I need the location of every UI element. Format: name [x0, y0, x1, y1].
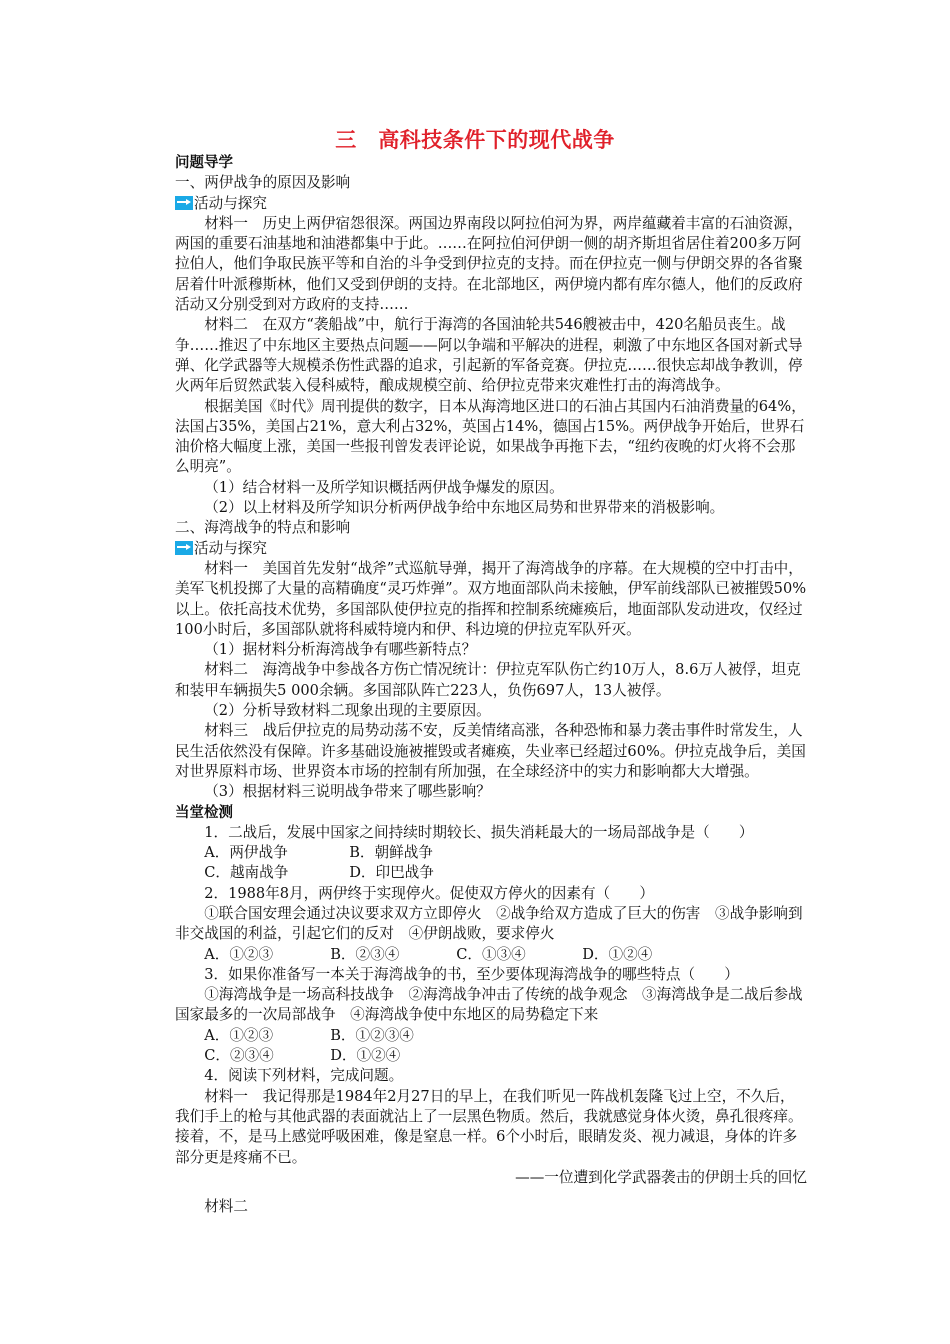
document-body — [175, 153, 807, 1217]
material-1-3: 根据美国《时代》周刊提供的数字，日本从海湾地区进口的石油占其国内石油消费量的64%，法国占35%，美国占21%，意大利占32%，英国占14%，德国占15%。两伊战争开始后，世界石油价格大幅度上涨，美国一些报刊曾发表评论说，如果战争再拖下去，“纽约夜晚的灯火将不会那么明亮”。 — [175, 397, 806, 476]
option-b: B．②③④ — [330, 945, 400, 963]
test-question-3-options-row-1 — [175, 1026, 807, 1046]
activity-label-2 — [175, 539, 807, 559]
material-source: ——一位遭到化学武器袭击的伊朗士兵的回忆 — [515, 1168, 807, 1186]
material-2-2: 材料二 海湾战争中参战各方伤亡情况统计：伊拉克军队伤亡约10万人，8.6万人被俘，坦克和装甲车辆损失5 000余辆。多国部队阵亡223人，负伤697人，13人被俘。 — [175, 661, 801, 699]
test-question-1: 1．二战后，发展中国家之间持续时期较长、损失消耗最大的一场局部战争是（ ） — [204, 823, 754, 841]
question-2-3: （3）根据材料三说明战争带来了哪些影响？ — [204, 783, 491, 801]
test-question-3-options-row-2 — [175, 1046, 807, 1066]
section-2-heading: 二、海湾战争的特点和影响 — [175, 519, 351, 537]
question-1-1: （1）结合材料一及所学知识概括两伊战争爆发的原因。 — [204, 478, 564, 496]
test-question-3-items: ①海湾战争是一场高科技战争 ②海湾战争冲击了传统的战争观念 ③海湾战争是二战后参战国家最多的一次局部战争 ④海湾战争使中东地区的局势稳定下来 — [175, 986, 803, 1024]
test-question-1-options-row-1 — [175, 843, 807, 863]
material-1-2: 材料二 在双方“袭船战”中，航行于海湾的各国油轮共546艘被击中，420名船员丧生。战争……推迟了中东地区主要热点问题——阿以争端和平解决的进程，刺激了中东地区各国对新式导弹、化学武器等大规模杀伤性武器的追求，引起新的军备竞赛。伊拉克……很快忘却战争教训，停火两年后贸然武装入侵科威特，酿成规模空前、给伊拉克带来灾难性打击的海湾战争。 — [175, 316, 803, 395]
test-question-2-options — [175, 945, 807, 965]
arrow-icon — [175, 541, 193, 555]
test-question-1-options-row-2 — [175, 863, 807, 883]
test-question-2: 2．1988年8月，两伊终于实现停火。促使双方停火的因素有（ ） — [204, 884, 654, 902]
section-heading-guide: 问题导学 — [175, 155, 233, 171]
option-d: D．①②④ — [330, 1047, 401, 1065]
arrow-icon — [175, 196, 193, 210]
option-c: C．①③④ — [456, 945, 526, 963]
option-c: C．越南战争 — [204, 864, 289, 882]
material-2-1: 材料一 美国首先发射“战斧”式巡航导弹，揭开了海湾战争的序幕。在大规模的空中打击中，美军飞机投掷了大量的高精确度“灵巧炸弹”。双方地面部队尚未接触，伊军前线部队已被摧毁50%以上。依托高技术优势，多国部队使伊拉克的指挥和控制系统瘫痪后，地面部队发动进攻，仅经过100小时后，多国部队就将科威特境内和伊、科边境的伊拉克军队歼灭。 — [175, 559, 807, 638]
test-question-3: 3．如果你准备写一本关于海湾战争的书，至少要体现海湾战争的哪些特点（ ） — [204, 965, 739, 983]
option-a: A．①②③ — [204, 945, 274, 963]
option-d: D．印巴战争 — [349, 864, 434, 882]
activity-label-1 — [175, 194, 807, 214]
option-c: C．②③④ — [204, 1047, 274, 1065]
test-question-4-material-1: 材料一 我记得那是1984年2月27日的早上，在我们听见一阵战机轰隆飞过上空，不久后，我们手上的枪与其他武器的表面就沾上了一层黑色物质。然后，我就感觉身体火烫，鼻孔很疼痒。接着，不，是马上感觉呼吸困难，像是窒息一样。6个小时后，眼睛发炎、视力减退，身体的许多部分更是疼痛不已。 — [175, 1087, 803, 1166]
material-2-3: 材料三 战后伊拉克的局势动荡不安，反美情绪高涨，各种恐怖和暴力袭击事件时常发生，人民生活依然没有保障。许多基础设施被摧毁或者瘫痪，失业率已经超过60%。伊拉克战争后，美国对世界原料市场、世界资本市场的控制有所加强，在全球经济中的实力和影响都大大增强。 — [175, 722, 806, 780]
section-1-heading: 一、两伊战争的原因及影响 — [175, 174, 351, 192]
question-2-1: （1）据材料分析海湾战争有哪些新特点？ — [204, 641, 477, 659]
question-1-2: （2）以上材料及所学知识分析两伊战争给中东地区局势和世界带来的消极影响。 — [204, 499, 725, 517]
question-2-2: （2）分析导致材料二现象出现的主要原因。 — [204, 702, 491, 720]
spacer — [175, 1188, 807, 1197]
material-1-1: 材料一 历史上两伊宿怨很深。两国边界南段以阿拉伯河为界，两岸蕴藏着丰富的石油资源，两国的重要石油基地和油港都集中于此。……在阿拉伯河伊朗一侧的胡齐斯坦省居住着200多万阿拉伯人，他们争取民族平等和自治的斗争受到伊拉克的支持。而在伊拉克一侧与伊朗交界的各省聚居着什叶派穆斯林，他们又受到伊朗的支持。在北部地区，两伊境内都有库尔德人，他们的反政府活动又分别受到对方政府的支持…… — [175, 214, 803, 314]
option-a: A．两伊战争 — [204, 844, 288, 862]
option-b: B．朝鲜战争 — [349, 844, 433, 862]
option-d: D．①②④ — [582, 945, 653, 963]
page-title: 三 高科技条件下的现代战争 — [335, 127, 615, 152]
test-question-4: 4．阅读下列材料，完成问题。 — [204, 1067, 404, 1085]
test-question-4-material-2: 材料二 — [204, 1198, 248, 1216]
activity-label-text: 活动与探究 — [194, 539, 267, 557]
option-a: A．①②③ — [204, 1026, 274, 1044]
test-question-2-items: ①联合国安理会通过决议要求双方立即停火 ②战争给双方造成了巨大的伤害 ③战争影响到非交战国的利益，引起它们的反对 ④伊朗战败，要求停火 — [175, 904, 803, 943]
option-b: B．①②③④ — [330, 1026, 414, 1044]
activity-label-text: 活动与探究 — [194, 194, 267, 212]
section-heading-test: 当堂检测 — [175, 804, 233, 821]
